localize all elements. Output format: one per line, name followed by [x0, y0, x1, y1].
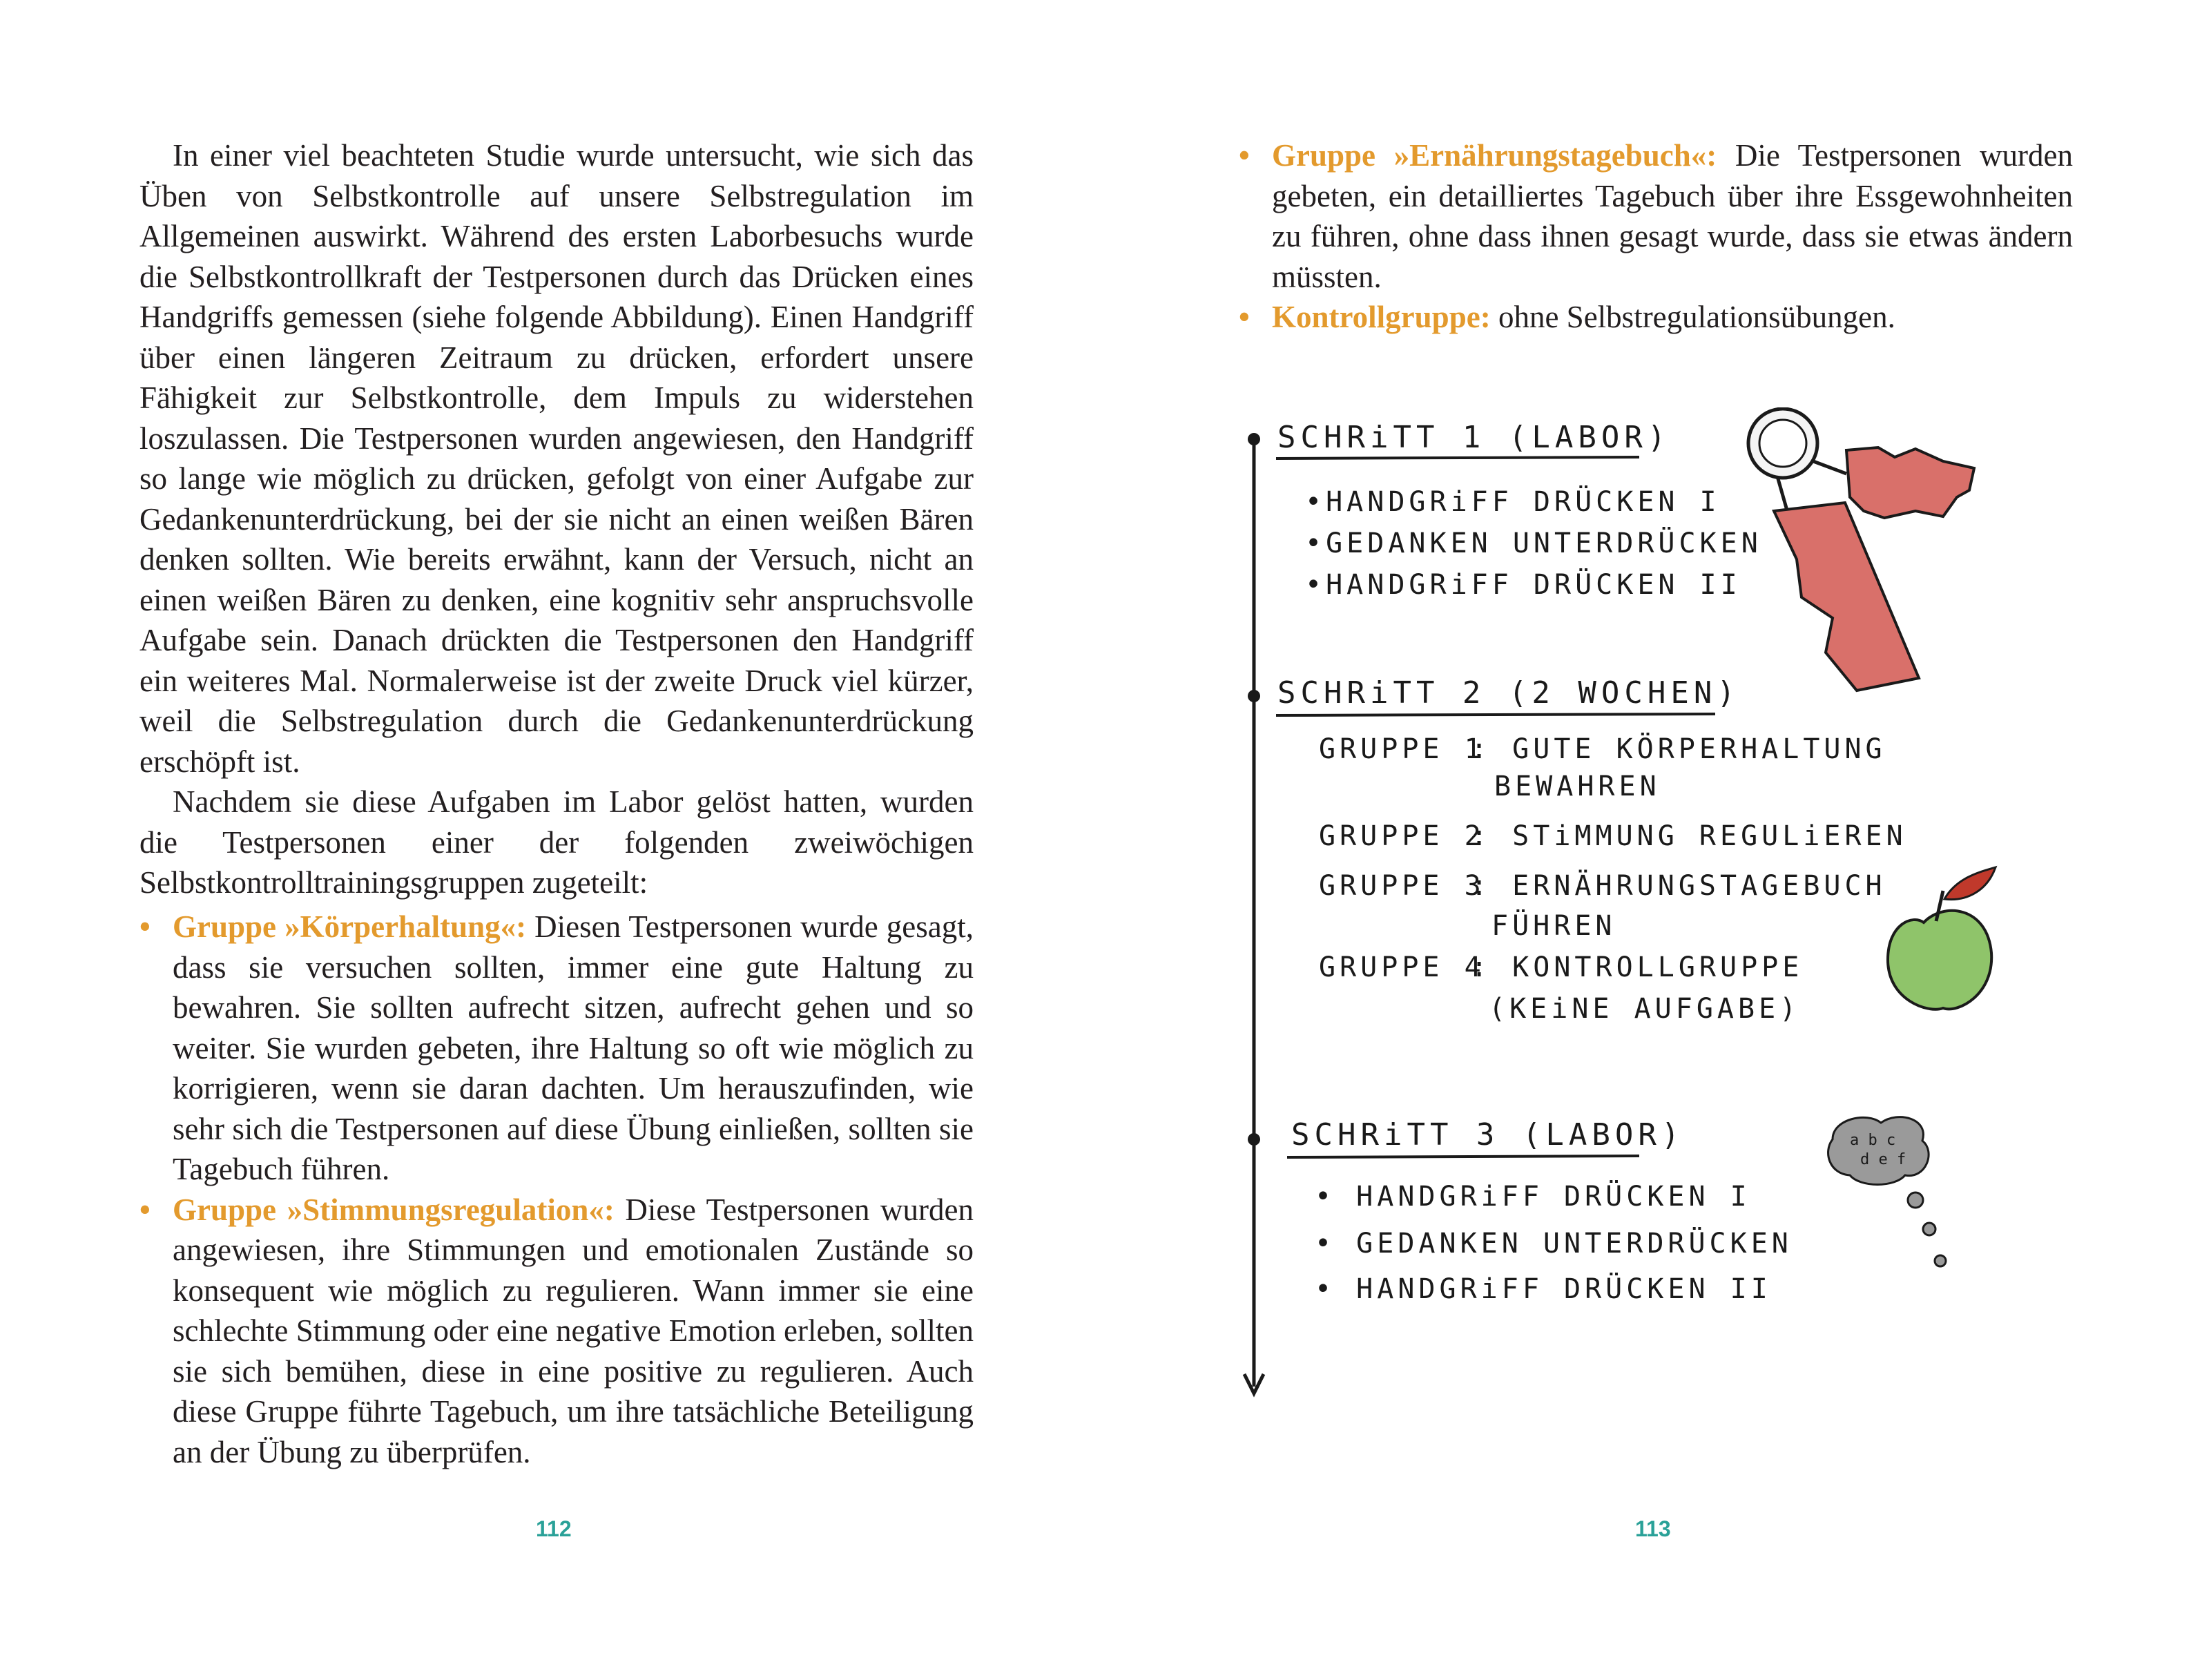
step1-item-2: •GEDANKEN UNTERDRÜCKEN — [1305, 528, 1762, 559]
step2-heading: SCHRiTT 2 (2 WOCHEN) — [1277, 675, 1740, 711]
step3-item-3: • HANDGRiFF DRÜCKEN II — [1315, 1273, 1772, 1305]
thought-bubble-icon — [1828, 1117, 1946, 1266]
group-description: ohne Selbstregulationsübungen. — [1490, 300, 1895, 334]
group4-name: GRUPPE 4 — [1319, 952, 1485, 983]
timeline-node-3 — [1248, 1133, 1260, 1146]
step1-heading: SCHRiTT 1 (LABOR) — [1277, 420, 1671, 455]
paragraph-1: In einer viel beachteten Studie wurde untersucht, wie sich das Üben von Selbstkontrolle auf unsere Selbstregulation im Allgemeinen auswirkt. Während des ersten Laborbesuchs wurde die Selbstkontrollkraft der Testpersonen durch das Drücken eines Handgriffs gemessen (siehe folgende Abbildung). Einen Handgriff über einen längeren Zeitraum zu drücken, erfordert unsere Fähigkeit zur Selbstkontrolle, dem Impuls zu widerstehen loszulassen. Die Testpersonen wurden angewiesen, den Handgriff so lange wie möglich zu drücken, gefolgt von einer Aufgabe zur Gedankenunterdrückung, bei der sie nicht an einen weißen Bären denken sollten. Wie bereits erwähnt, kann der Versuch, nicht an einen weißen Bären zu denken, eine kognitiv sehr anspruchsvolle Aufgabe sein. Danach drückten die Testpersonen den Handgriff ein weiteres Mal. Normalerweise ist der zweite Druck viel kürzer, weil die Selbstregulation durch die Gedankenunterdrückung erschöpft ist. — [139, 138, 974, 779]
group3-line2: FÜHREN — [1491, 910, 1616, 942]
group4-line2: (KEiNE AUFGABE) — [1489, 993, 1801, 1025]
step3-underline — [1287, 1156, 1639, 1157]
bullet-icon: • — [1239, 138, 1250, 173]
group-label: Kontrollgruppe: — [1272, 300, 1491, 334]
timeline-node-2 — [1248, 690, 1260, 702]
step1-item-1: •HANDGRiFF DRÜCKEN I — [1305, 486, 1721, 518]
group-description: Die Testpersonen wurden gebeten, ein detailliertes Tagebuch über ihre Essgewohnheiten zu führen, ohne dass ihnen gesagt wurde, dass sie etwas ändern müssten. — [1272, 138, 2073, 294]
step1-item-3: •HANDGRiFF DRÜCKEN II — [1305, 569, 1741, 601]
hand-gripper-icon — [1748, 409, 1974, 691]
group-label: Gruppe »Ernährungstagebuch«: — [1272, 138, 1717, 173]
group-label: Gruppe »Körperhaltung«: — [173, 909, 527, 944]
group3-line1: : ERNÄHRUNGSTAGEBUCH — [1471, 870, 1886, 902]
group1-name: GRUPPE 1 — [1319, 733, 1485, 765]
paragraph-2: Nachdem sie diese Aufgaben im Labor gelöst hatten, wurden die Testpersonen einer der folgenden zweiwöchigen Selbstkontrolltrainingsgruppen zugeteilt: — [139, 784, 974, 900]
bubble-letters-1: a b c — [1850, 1132, 1896, 1149]
step1-underline — [1276, 457, 1639, 458]
study-illustration — [1225, 407, 1998, 1416]
group2-line1: : STiMMUNG REGULiEREN — [1471, 820, 1907, 852]
step3-heading: SCHRiTT 3 (LABOR) — [1291, 1117, 1685, 1152]
right-bullet-list — [1239, 135, 2073, 338]
group1-line2: BEWAHREN — [1494, 771, 1661, 802]
left-bullet-list — [139, 907, 974, 1472]
group-description: Diese Testpersonen wurden angewiesen, ihre Stimmungen und emotionalen Zustände so konsequent wie möglich zu regulieren. Wann immer sie eine schlechte Stimmung oder eine negative Emotion erleben, sollten sie sich bemühen, diese in eine positive zu regulieren. Auch diese Gruppe führte Tagebuch, um ihre tatsächliche Beteiligung an der Übung zu überprüfen. — [173, 1192, 974, 1469]
apple-icon — [1888, 867, 1996, 1010]
group4-line1: : KONTROLLGRUPPE — [1471, 952, 1804, 983]
left-body-text — [139, 135, 974, 903]
bullet-icon: • — [139, 1192, 151, 1227]
group3-name: GRUPPE 3 — [1319, 870, 1485, 902]
group2-name: GRUPPE 2 — [1319, 820, 1485, 852]
step3-item-2: • GEDANKEN UNTERDRÜCKEN — [1315, 1228, 1793, 1259]
step3-item-1: • HANDGRiFF DRÜCKEN I — [1315, 1181, 1751, 1213]
list-item — [139, 1190, 974, 1473]
timeline-node-1 — [1248, 433, 1260, 445]
page-number: 113 — [1635, 1516, 1671, 1541]
group-label: Gruppe »Stimmungsregulation«: — [173, 1192, 615, 1227]
bullet-icon: • — [139, 909, 151, 944]
list-item — [1239, 135, 2073, 297]
page-number: 112 — [536, 1516, 572, 1541]
list-item — [1239, 297, 2073, 338]
bubble-letters-2: d e f — [1860, 1151, 1906, 1168]
list-item — [139, 907, 974, 1190]
group1-line1: : GUTE KÖRPERHALTUNG — [1471, 733, 1886, 765]
group-description: Diesen Testpersonen wurde gesagt, dass sie versuchen sollten, immer eine gute Haltung zu bewahren. Sie sollten aufrecht sitzen, aufrecht gehen und so weiter. Sie wurden gebeten, ihre Haltung so oft wie möglich zu korrigieren, wenn sie daran dachten. Um herauszufinden, wie sehr sich die Testpersonen auf diese Übung einließen, sollten sie Tagebuch führen. — [173, 909, 974, 1186]
step2-underline — [1276, 714, 1715, 715]
bullet-icon: • — [1239, 300, 1250, 334]
